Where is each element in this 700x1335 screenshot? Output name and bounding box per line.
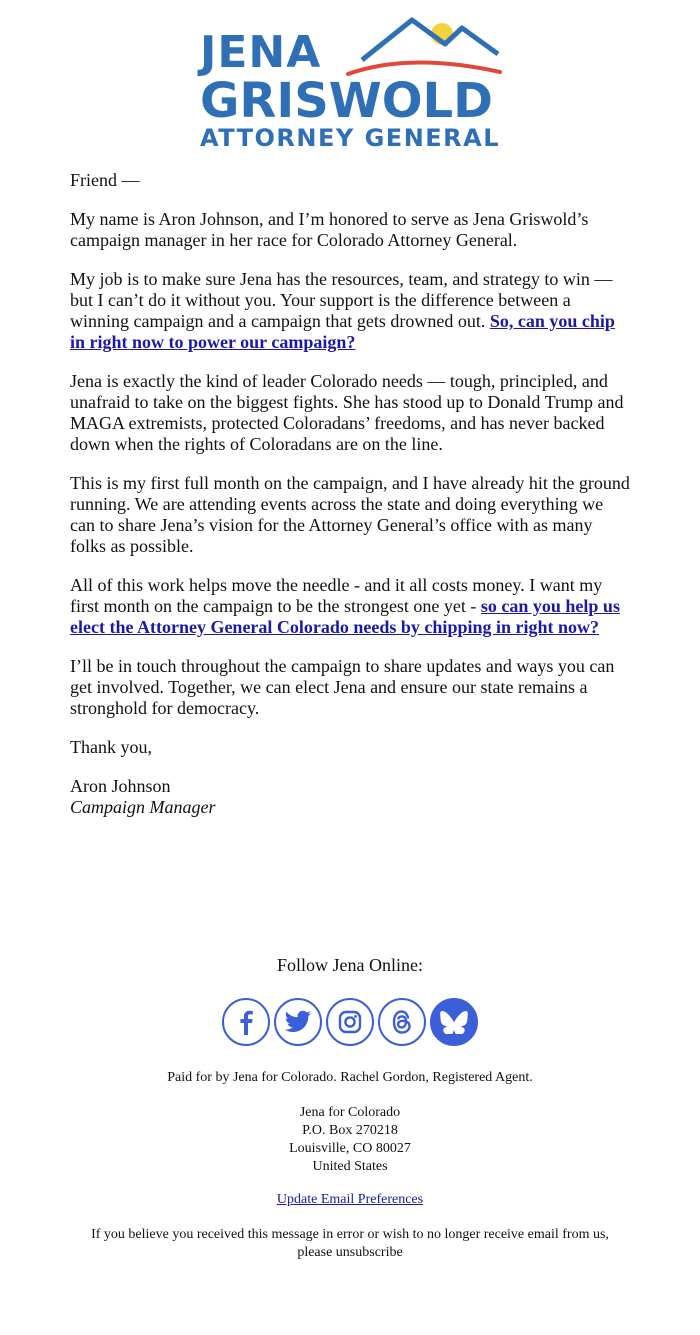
paragraph-leader: Jena is exactly the kind of leader Colorado needs — tough, principled, and unafraid to take on the biggest fights. She has stood up to Donald Trump and MAGA extremists, protected Coloradans’ freedoms, and has never backed down when the rights of Coloradans are on the line.	[70, 371, 624, 454]
follow-heading: Follow Jena Online:	[277, 955, 423, 975]
paid-for-disclaimer: Paid for by Jena for Colorado. Rachel Gordon, Registered Agent.	[167, 1070, 533, 1085]
campaign-logo	[0, 0, 700, 160]
paragraph-ask-text: My job is to make sure Jena has the resources, team, and strategy to win — but I can’t do it without you. Your support is the difference between a winning campaign and a campaign that gets drowned out.	[70, 269, 613, 331]
address-line: Jena for Colorado	[299, 1105, 401, 1120]
signature	[70, 776, 630, 818]
threads-icon[interactable]	[378, 998, 426, 1046]
chip-in-link[interactable]: So, can you chip in right now to power our campaign?	[70, 311, 615, 352]
update-email-preferences-link[interactable]: Update Email Preferences	[276, 1192, 424, 1207]
logo-name-last: GRISWOLD	[200, 73, 493, 129]
unsubscribe-notice[interactable]	[0, 1226, 700, 1262]
elect-ag-link[interactable]: so can you help us elect the Attorney General Colorado needs by chipping in right now?	[70, 596, 620, 637]
twitter-icon[interactable]	[274, 998, 322, 1046]
address-line: P.O. Box 270218	[302, 1123, 398, 1138]
address-line: Louisville, CO 80027	[289, 1141, 411, 1156]
signature-name: Aron Johnson	[70, 776, 171, 796]
mailing-address	[0, 1104, 700, 1176]
paragraph-needle-text: All of this work helps move the needle - and it all costs money. I want my first month on the campaign to be the strongest one yet -	[70, 575, 603, 616]
instagram-icon[interactable]	[326, 998, 374, 1046]
closing: Thank you,	[70, 737, 152, 757]
logo-name-first: JENA	[200, 27, 322, 78]
paragraph-updates: I’ll be in touch throughout the campaign to share updates and ways you can get involved. Together, we can elect Jena and ensure our state remains a stronghold for democracy.	[70, 656, 615, 718]
address-line: United States	[312, 1159, 388, 1174]
unsubscribe-text: If you believe you received this message in error or wish to no longer receive email from us, please unsubscribe	[91, 1227, 609, 1260]
paragraph-intro: My name is Aron Johnson, and I’m honored to serve as Jena Griswold’s campaign manager in her race for Colorado Attorney General.	[70, 209, 589, 250]
email-body	[70, 170, 630, 836]
paragraph-ask	[70, 269, 630, 353]
greeting: Friend —	[70, 170, 140, 190]
bluesky-icon[interactable]	[430, 998, 478, 1046]
logo-office: ATTORNEY GENERAL	[200, 124, 501, 152]
social-links	[0, 998, 700, 1052]
signature-title: Campaign Manager	[70, 797, 216, 817]
facebook-icon[interactable]	[222, 998, 270, 1046]
paragraph-needle	[70, 575, 630, 638]
paragraph-first-month: This is my first full month on the campaign, and I have already hit the ground running. We are attending events across the state and doing everything we can to share Jena’s vision for the Attorney General’s office with as many folks as possible.	[70, 473, 630, 556]
